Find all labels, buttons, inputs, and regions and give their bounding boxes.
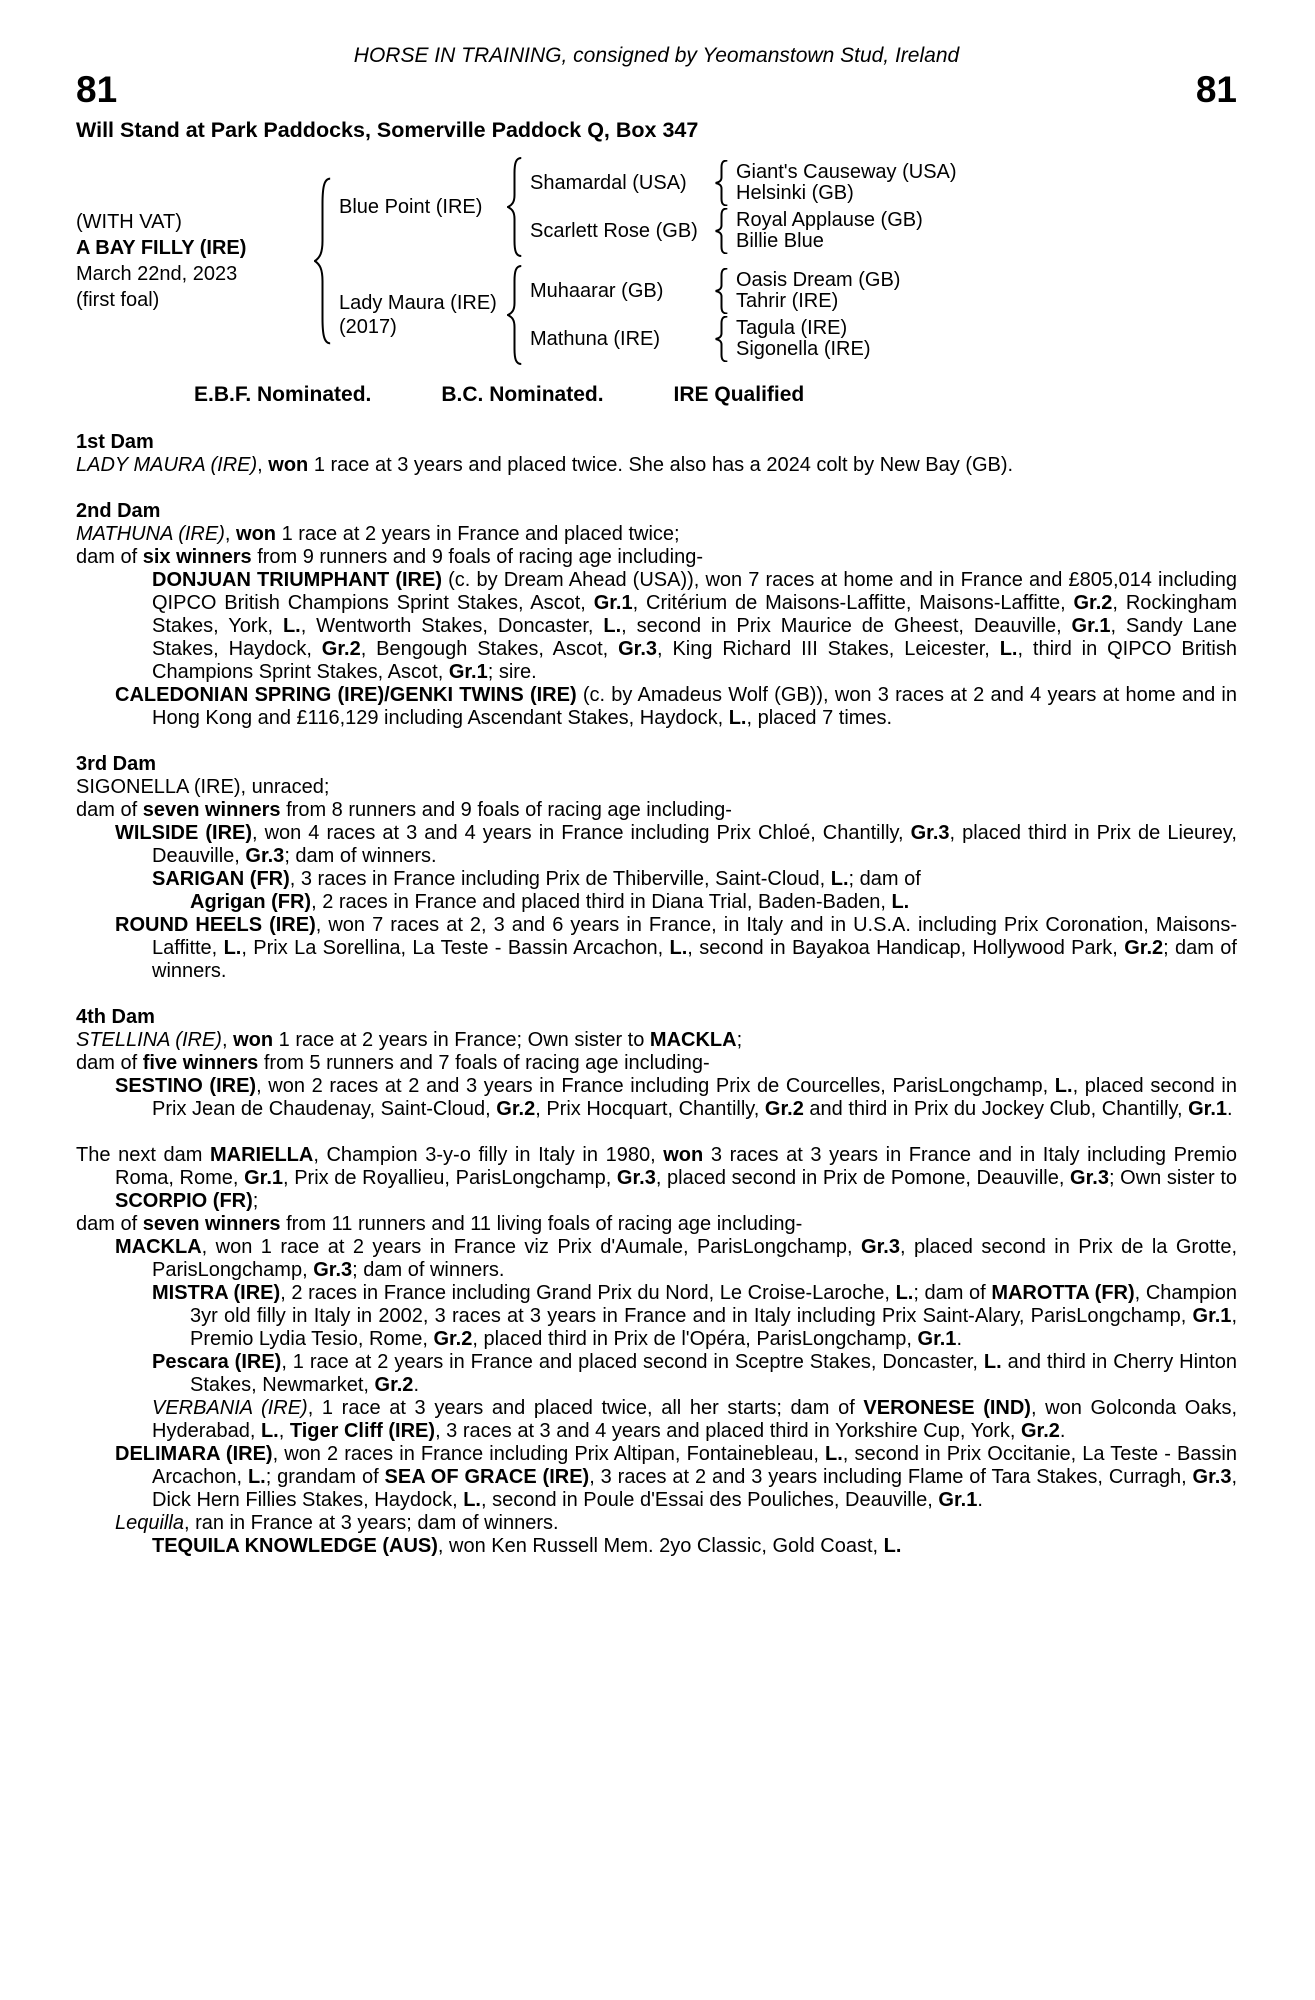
- dam-sire-name: Muhaarar (GB): [530, 279, 664, 302]
- pedigree-brace-icon: [507, 157, 522, 257]
- horse-name: A BAY FILLY (IRE): [76, 237, 247, 259]
- pedigree-brace-icon: [715, 208, 728, 254]
- dam-section-heading: 2nd Dam: [76, 500, 161, 522]
- pedigree-paragraph: DONJUAN TRIUMPHANT (IRE) (c. by Dream Ahead (USA)), won 7 races at home and in France and £805,014 including QIPCO British Champions Sprint Stakes, Ascot, Gr.1, Critérium de Maisons-Laffitte, Maisons-Laffitte, Gr.2, Rockingham Stakes, York, L., Wentworth Stakes, Doncaster, L., second in Prix Maurice de Gheest, Deauville, Gr.1, Sandy Lane Stakes, Haydock, Gr.2, Bengough Stakes, Ascot, Gr.3, King Richard III Stakes, Leicester, L., third in QIPCO British Champions Sprint Stakes, Ascot, Gr.1; sire.: [152, 569, 1237, 683]
- pedigree-paragraph: dam of six winners from 9 runners and 9 foals of racing age including-: [76, 546, 704, 568]
- ebf-nominated: E.B.F. Nominated.: [194, 383, 372, 406]
- dam-dam-branch: [530, 316, 900, 362]
- pedigree-paragraph: WILSIDE (IRE), won 4 races at 3 and 4 years in France including Prix Chloé, Chantilly, Gr.3, placed third in Prix de Lieurey, Deauville, Gr.3; dam of winners.: [115, 822, 1237, 867]
- pedigree-brace-icon: [314, 177, 331, 345]
- great-granddam-name: Sigonella (IRE): [736, 338, 871, 360]
- lot-number-row: [76, 70, 1237, 110]
- pedigree-paragraph: DELIMARA (IRE), won 2 races in France including Prix Altipan, Fontainebleau, L., second in Prix Occitanie, La Teste - Bassin Arcachon, L.; grandam of SEA OF GRACE (IRE), 3 races at 2 and 3 years including Flame of Tara Stakes, Curragh, Gr.3, Dick Hern Fillies Stakes, Haydock, L., second in Poule d'Essai des Pouliches, Deauville, Gr.1.: [115, 1443, 1238, 1511]
- dam-section-heading: 4th Dam: [76, 1006, 155, 1028]
- nominations-row: [76, 383, 1237, 407]
- sire-branch: [339, 157, 957, 257]
- foal-note: (first foal): [76, 289, 160, 311]
- pedigree-paragraph: Pescara (IRE), 1 race at 2 years in France and placed second in Sceptre Stakes, Doncaster, L. and third in Cherry Hinton Stakes, Newmarket, Gr.2.: [152, 1351, 1237, 1396]
- ire-qualified: IRE Qualified: [673, 383, 805, 406]
- pedigree-paragraph: CALEDONIAN SPRING (IRE)/GENKI TWINS (IRE) (c. by Amadeus Wolf (GB)), won 3 races at 2 and 4 years at home and in Hong Kong and £116,129 including Ascendant Stakes, Haydock, L., placed 7 times.: [115, 684, 1237, 729]
- great-granddam-name: Tahrir (IRE): [736, 290, 839, 312]
- great-grandsire-name: Giant's Causeway (USA): [736, 161, 957, 183]
- great-grandsire-name: Oasis Dream (GB): [736, 269, 901, 291]
- dam-name: Lady Maura (IRE): [339, 292, 497, 314]
- pedigree-paragraph: STELLINA (IRE), won 1 race at 2 years in France; Own sister to MACKLA;: [76, 1029, 743, 1051]
- sire-sire-branch: [530, 160, 957, 206]
- great-grandsire-name: Tagula (IRE): [736, 317, 848, 339]
- pedigree-subject-block: [76, 209, 314, 313]
- dam-sire-branch: [530, 268, 900, 314]
- dam-year: (2017): [339, 316, 397, 338]
- stand-location-line: Will Stand at Park Paddocks, Somerville Paddock Q, Box 347: [76, 118, 699, 142]
- pedigree-paragraph: SESTINO (IRE), won 2 races at 2 and 3 years in France including Prix de Courcelles, ParisLongchamp, L., placed second in Prix Jean de Chaudenay, Saint-Cloud, Gr.2, Prix Hocquart, Chantilly, Gr.2 and third in Prix du Jockey Club, Chantilly, Gr.1.: [115, 1075, 1238, 1120]
- sire-dam-branch: [530, 208, 957, 254]
- pedigree-paragraph: dam of seven winners from 11 runners and 11 living foals of racing age including-: [76, 1213, 803, 1235]
- lot-number-right: 81: [1195, 69, 1237, 110]
- dam-dam-name: Mathuna (IRE): [530, 327, 661, 350]
- pedigree-paragraph: VERBANIA (IRE), 1 race at 3 years and placed twice, all her starts; dam of VERONESE (IND), won Golconda Oaks, Hyderabad, L., Tiger Cliff (IRE), 3 races at 3 and 4 years and placed third in Yorkshire Cup, York, Gr.2.: [152, 1397, 1237, 1442]
- great-grandsire-name: Royal Applause (GB): [736, 209, 923, 231]
- sire-dam-name: Scarlett Rose (GB): [530, 219, 698, 242]
- pedigree-brace-icon: [715, 316, 728, 362]
- pedigree-paragraph: ROUND HEELS (IRE), won 7 races at 2, 3 and 6 years in France, in Italy and in U.S.A. including Prix Coronation, Maisons-Laffitte, L., Prix La Sorellina, La Teste - Bassin Arcachon, L., second in Bayakoa Handicap, Hollywood Park, Gr.2; dam of winners.: [115, 914, 1237, 982]
- great-granddam-name: Billie Blue: [736, 230, 824, 252]
- dam-branch: [339, 265, 957, 365]
- great-granddam-name: Helsinki (GB): [736, 182, 854, 204]
- dam-section-heading: 3rd Dam: [76, 753, 157, 775]
- pedigree-table: [76, 157, 1237, 365]
- pedigree-tree: [339, 157, 957, 365]
- pedigree-paragraph: LADY MAURA (IRE), won 1 race at 3 years and placed twice. She also has a 2024 colt by New Bay (GB).: [76, 454, 1014, 476]
- catalogue-body: [76, 431, 1237, 1558]
- pedigree-paragraph: SIGONELLA (IRE), unraced;: [76, 776, 330, 798]
- sire-sire-name: Shamardal (USA): [530, 171, 687, 194]
- pedigree-brace-icon: [715, 268, 728, 314]
- pedigree-paragraph: TEQUILA KNOWLEDGE (AUS), won Ken Russell Mem. 2yo Classic, Gold Coast, L.: [152, 1535, 902, 1557]
- pedigree-paragraph: MACKLA, won 1 race at 2 years in France viz Prix d'Aumale, ParisLongchamp, Gr.3, placed second in Prix de la Grotte, ParisLongchamp, Gr.3; dam of winners.: [115, 1236, 1238, 1281]
- pedigree-paragraph: dam of seven winners from 8 runners and 9 foals of racing age including-: [76, 799, 732, 821]
- pedigree-paragraph: The next dam MARIELLA, Champion 3-y-o filly in Italy in 1980, won 3 races at 3 years in France and in Italy including Premio Roma, Rome, Gr.1, Prix de Royallieu, ParisLongchamp, Gr.3, placed second in Prix de Pomone, Deauville, Gr.3; Own sister to SCORPIO (FR);: [76, 1144, 1237, 1212]
- pedigree-paragraph: Agrigan (FR), 2 races in France and placed third in Diana Trial, Baden-Baden, L.: [190, 891, 910, 913]
- pedigree-paragraph: MATHUNA (IRE), won 1 race at 2 years in France and placed twice;: [76, 523, 680, 545]
- dam-name-block: [339, 291, 507, 339]
- pedigree-paragraph: Lequilla, ran in France at 3 years; dam of winners.: [115, 1512, 559, 1534]
- pedigree-paragraph: dam of five winners from 5 runners and 7 foals of racing age including-: [76, 1052, 710, 1074]
- vat-note: (WITH VAT): [76, 211, 182, 233]
- foal-date: March 22nd, 2023: [76, 263, 238, 285]
- sire-name: Blue Point (IRE): [339, 196, 483, 218]
- pedigree-brace-icon: [507, 265, 522, 365]
- lot-number-left: 81: [76, 69, 118, 110]
- pedigree-paragraph: SARIGAN (FR), 3 races in France including Prix de Thiberville, Saint-Cloud, L.; dam of: [152, 868, 921, 890]
- pedigree-paragraph: MISTRA (IRE), 2 races in France including Grand Prix du Nord, Le Croise-Laroche, L.; dam of MAROTTA (FR), Champion 3yr old filly in Italy in 2002, 3 races at 3 years in France and in Italy including Prix Saint-Alary, ParisLongchamp, Gr.1, Premio Lydia Tesio, Rome, Gr.2, placed third in Prix de l'Opéra, ParisLongchamp, Gr.1.: [152, 1282, 1237, 1350]
- consignor-line: HORSE IN TRAINING, consigned by Yeomanstown Stud, Ireland: [353, 44, 960, 67]
- pedigree-brace-icon: [715, 160, 728, 206]
- dam-section-heading: 1st Dam: [76, 431, 154, 453]
- bc-nominated: B.C. Nominated.: [441, 383, 604, 406]
